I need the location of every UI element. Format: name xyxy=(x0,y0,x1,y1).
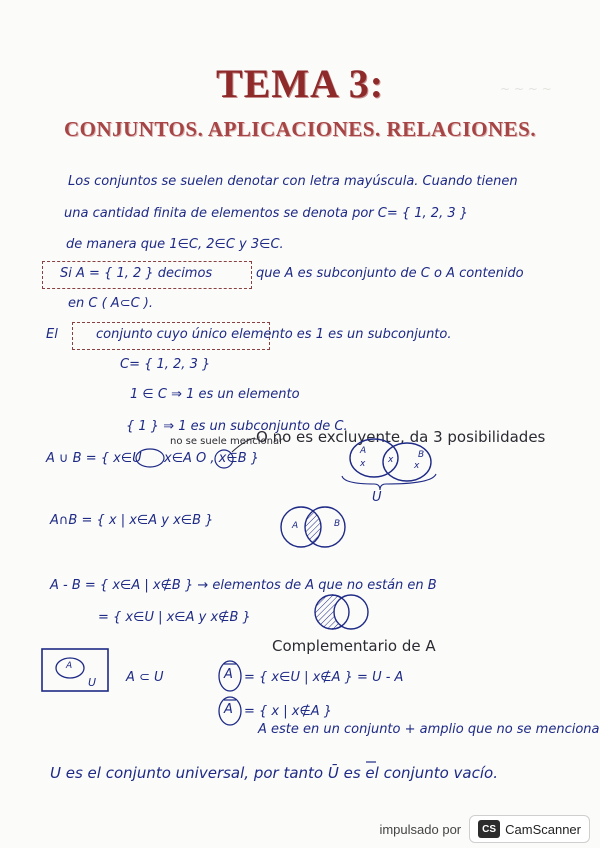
venn-inter-label-b: B xyxy=(334,519,341,529)
complement-note: A este en un conjunto + amplio que no se menciona xyxy=(258,722,600,737)
text-line-1: Los conjuntos se suelen denotar con letra mayúscula. Cuando tienen xyxy=(68,174,518,189)
complement-equation-2: = { x | x∉A } xyxy=(244,704,333,719)
venn-union-x2: x xyxy=(388,455,394,465)
camscanner-logo-icon: CS xyxy=(478,820,500,838)
universe-box-set xyxy=(56,658,84,678)
text-line-9: { 1 } ⇒ 1 es un subconjunto de C. xyxy=(126,419,348,434)
complement-circle-2 xyxy=(219,697,241,725)
venn-union-circle-b xyxy=(383,443,431,481)
closing-statement: U es el conjunto universal, por tanto Ū es el conjunto vacío. xyxy=(50,764,498,782)
union-o-circle-mark xyxy=(215,450,233,468)
complement-subset: A ⊂ U xyxy=(126,670,164,685)
venn-union-label-a: A xyxy=(360,446,367,456)
text-line-2: una cantidad finita de elementos se denota por C= { 1, 2, 3 } xyxy=(64,206,469,221)
difference-definition: A - B = { x∈A | x∉B } → elementos de A que no están en B xyxy=(50,578,437,593)
complement-equation-1: = { x∈U | x∉A } = U - A xyxy=(244,670,404,685)
text-line-5: en C ( A⊂C ). xyxy=(68,296,153,311)
complement-circle-1 xyxy=(219,661,241,691)
union-definition-left: A ∪ B = { x∈U xyxy=(46,451,142,466)
complement-symbol-2: A xyxy=(224,702,233,717)
text-line-4a: Si A = { 1, 2 } decimos xyxy=(60,266,213,281)
camscanner-brand: CamScanner xyxy=(505,821,581,837)
text-line-7: C= { 1, 2, 3 } xyxy=(120,357,211,372)
union-universe-label: U xyxy=(372,490,382,505)
universe-box xyxy=(42,649,108,691)
page-title: TEMA 3: xyxy=(215,61,385,106)
text-line-6a: El xyxy=(46,327,58,342)
complement-title: Complementario de A xyxy=(272,637,436,655)
camscanner-badge[interactable] xyxy=(469,815,590,843)
universe-box-set-label: A xyxy=(66,661,73,671)
union-note-arrow xyxy=(232,438,255,452)
difference-definition-universe: = { x∈U | x∈A y x∉B } xyxy=(98,610,251,625)
text-line-8: 1 ∈ C ⇒ 1 es un elemento xyxy=(130,387,300,402)
venn-union-label-b: B xyxy=(418,450,425,460)
universe-box-u-label: U xyxy=(88,676,97,689)
venn-union-circle-a xyxy=(350,439,398,477)
union-definition-right: x∈A O , x∈B } xyxy=(164,451,260,466)
page-subtitle: CONJUNTOS. APLICACIONES. RELACIONES. xyxy=(63,117,537,141)
text-line-4b: que A es subconjunto de C o A contenido xyxy=(256,266,524,281)
union-note: O no es excluyente, da 3 posibilidades xyxy=(256,428,546,446)
union-circle-mark xyxy=(136,449,164,467)
text-line-3: de manera que 1∈C, 2∈C y 3∈C. xyxy=(66,237,284,252)
text-line-6b: conjunto cuyo único elemento es 1 es un subconjunto. xyxy=(96,327,452,342)
complement-symbol-1: A xyxy=(224,667,233,682)
scanner-footer xyxy=(379,814,590,844)
union-side-note: no se suele mencionar xyxy=(170,436,284,447)
powered-by-text: impulsado por xyxy=(379,821,462,837)
bleed-through-text: ~ ~ ~ ~ xyxy=(500,82,552,96)
intersection-definition: A∩B = { x | x∈A y x∈B } xyxy=(50,513,214,528)
venn-inter-label-a: A xyxy=(292,521,299,531)
venn-union-x3: x xyxy=(414,461,420,471)
venn-union-x1: x xyxy=(360,459,366,469)
venn-diff-circle-b xyxy=(334,595,368,629)
